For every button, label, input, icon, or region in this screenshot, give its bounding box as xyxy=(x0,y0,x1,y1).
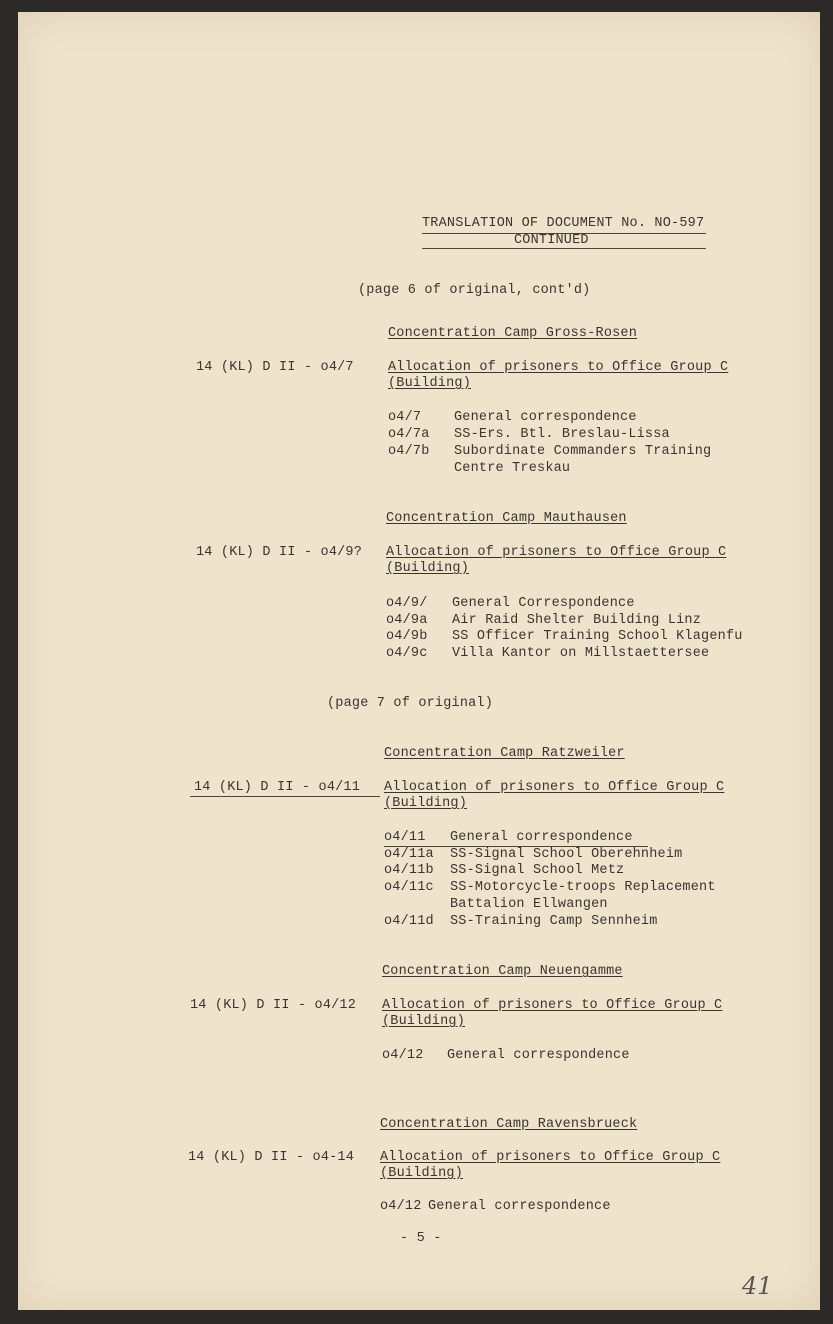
item-text: SS Officer Training School Klagenfu xyxy=(452,629,743,644)
item-text: SS-Signal School Oberehnheim xyxy=(450,847,683,862)
item-text: General correspondence xyxy=(428,1199,611,1214)
item-code: o4/9b xyxy=(386,629,428,644)
reference-rule xyxy=(190,796,380,797)
item-code: o4/11b xyxy=(384,863,434,878)
allocation-line: Allocation of prisoners to Office Group C xyxy=(380,1150,721,1165)
subtitle-rule xyxy=(422,248,706,249)
camp-heading: Concentration Camp Ratzweiler xyxy=(384,746,625,761)
allocation-line-2: (Building) xyxy=(386,561,470,576)
camp-heading: Concentration Camp Gross-Rosen xyxy=(388,326,638,341)
item-code: o4/11 xyxy=(384,830,426,845)
doc-subtitle: CONTINUED xyxy=(514,233,589,248)
item-text: General Correspondence xyxy=(452,596,635,611)
item-text: General correspondence xyxy=(454,410,637,425)
allocation-line-2: (Building) xyxy=(384,796,468,811)
item-text: SS-Signal School Metz xyxy=(450,863,625,878)
item-text: SS-Ers. Btl. Breslau-Lissa xyxy=(454,427,670,442)
item-code: o4/7 xyxy=(388,410,422,425)
item-text: General correspondence xyxy=(450,830,633,845)
file-reference: 14 (KL) D II - o4-14 xyxy=(188,1150,355,1165)
allocation-line: Allocation of prisoners to Office Group C xyxy=(386,545,727,560)
item-text: Subordinate Commanders Training xyxy=(454,444,712,459)
file-reference: 14 (KL) D II - o4/12 xyxy=(190,998,357,1013)
doc-title: TRANSLATION OF DOCUMENT No. NO-597 xyxy=(422,216,705,231)
item-code: o4/7a xyxy=(388,427,430,442)
item-code: o4/12 xyxy=(380,1199,422,1214)
camp-heading: Concentration Camp Mauthausen xyxy=(386,511,627,526)
allocation-line: Allocation of prisoners to Office Group C xyxy=(384,780,725,795)
allocation-line: Allocation of prisoners to Office Group C xyxy=(388,360,729,375)
page-note: (page 7 of original) xyxy=(327,696,494,711)
item-code: o4/9c xyxy=(386,646,428,661)
item-code: o4/12 xyxy=(382,1048,424,1063)
file-reference: 14 (KL) D II - o4/9? xyxy=(196,545,363,560)
item-text: Villa Kantor on Millstaettersee xyxy=(452,646,710,661)
page-number: - 5 - xyxy=(400,1231,442,1246)
item-code: o4/9a xyxy=(386,613,428,628)
page-note: (page 6 of original, cont'd) xyxy=(358,283,591,298)
camp-heading: Concentration Camp Neuengamme xyxy=(382,964,623,979)
item-code: o4/11c xyxy=(384,880,434,895)
allocation-line-2: (Building) xyxy=(388,376,472,391)
allocation-line-2: (Building) xyxy=(382,1014,466,1029)
file-reference: 14 (KL) D II - o4/11 xyxy=(194,780,361,795)
item-text: General correspondence xyxy=(447,1048,630,1063)
item-text: Air Raid Shelter Building Linz xyxy=(452,613,702,628)
document-page xyxy=(18,12,820,1310)
item-text-cont: Battalion Ellwangen xyxy=(450,897,608,912)
handwritten-folio-number: 41 xyxy=(742,1272,773,1300)
item-code: o4/7b xyxy=(388,444,430,459)
item-text: SS-Training Camp Sennheim xyxy=(450,914,658,929)
item-text-cont: Centre Treskau xyxy=(454,461,571,476)
item-text: SS-Motorcycle-troops Replacement xyxy=(450,880,716,895)
allocation-line-2: (Building) xyxy=(380,1166,464,1181)
allocation-line: Allocation of prisoners to Office Group C xyxy=(382,998,723,1013)
item-code: o4/9/ xyxy=(386,596,428,611)
camp-heading: Concentration Camp Ravensbrueck xyxy=(380,1117,638,1132)
item-code: o4/11a xyxy=(384,847,434,862)
item-code: o4/11d xyxy=(384,914,434,929)
file-reference: 14 (KL) D II - o4/7 xyxy=(196,360,354,375)
